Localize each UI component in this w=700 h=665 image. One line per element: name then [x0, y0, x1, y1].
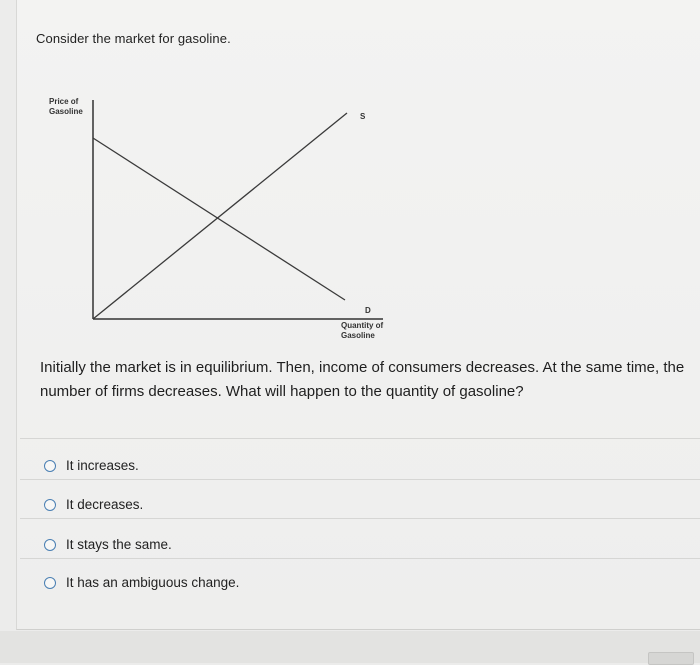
y-axis-label-line1: Price of	[49, 97, 79, 106]
divider	[20, 518, 700, 519]
option-stays-same[interactable]	[44, 537, 172, 552]
supply-label: S	[360, 112, 366, 121]
option-ambiguous[interactable]	[44, 575, 239, 590]
option-label: It has an ambiguous change.	[66, 575, 240, 590]
divider	[20, 558, 700, 559]
option-label: It decreases.	[66, 497, 144, 512]
radio-button-icon[interactable]	[44, 539, 56, 551]
bottom-bar	[0, 631, 700, 663]
question-prompt: Consider the market for gasoline.	[36, 31, 231, 46]
next-button[interactable]	[648, 652, 694, 665]
demand-label: D	[365, 306, 371, 315]
divider	[20, 438, 700, 439]
supply-curve	[93, 113, 347, 319]
divider	[20, 479, 700, 480]
supply-demand-graph	[40, 88, 420, 348]
radio-button-icon[interactable]	[44, 460, 56, 472]
radio-button-icon[interactable]	[44, 499, 56, 511]
question-text: Initially the market is in equilibrium. Then, income of consumers decreases. At the same time, the number of firms decreases. What will happen to the quantity of gasoline?	[40, 359, 685, 400]
option-label: It stays the same.	[66, 537, 172, 552]
option-decreases[interactable]	[44, 497, 143, 512]
x-axis-label-line1: Quantity of	[341, 321, 384, 330]
option-increases[interactable]	[44, 458, 139, 473]
demand-curve	[93, 138, 345, 300]
radio-button-icon[interactable]	[44, 577, 56, 589]
y-axis-label-line2: Gasoline	[49, 107, 83, 116]
x-axis-label-line2: Gasoline	[341, 331, 375, 340]
option-label: It increases.	[66, 458, 139, 473]
